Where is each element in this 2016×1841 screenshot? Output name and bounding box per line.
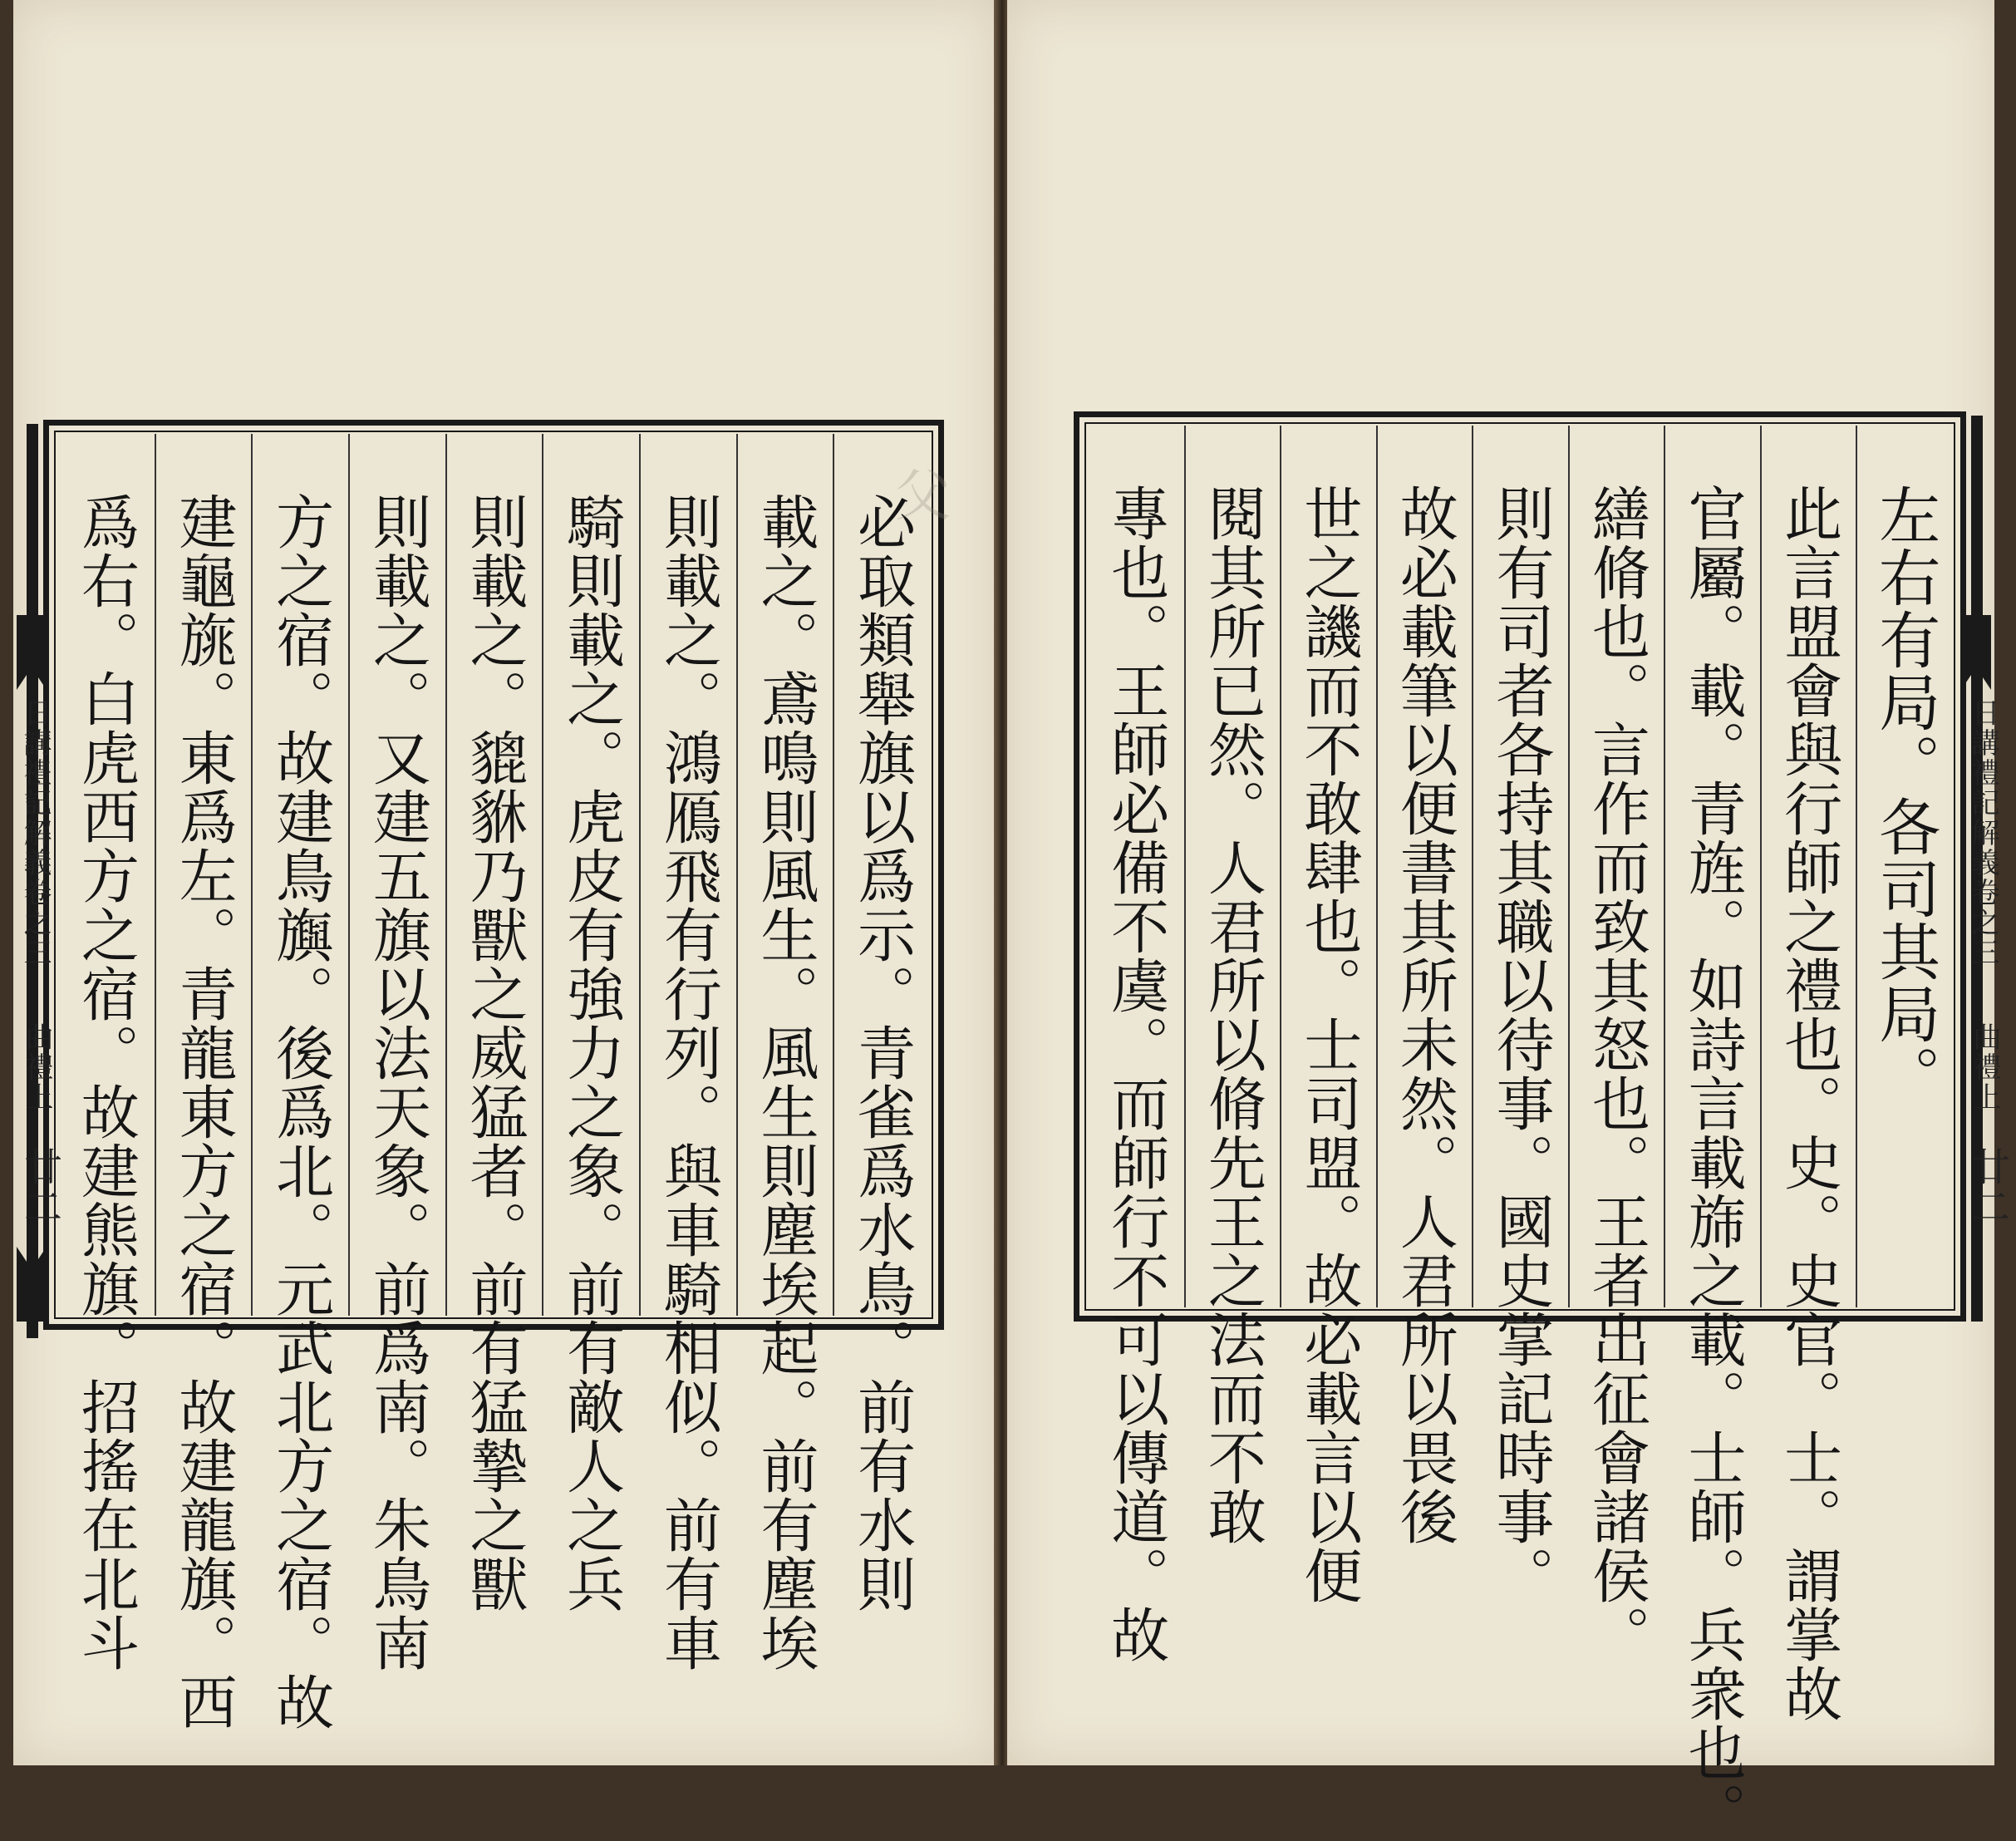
right-page — [1007, 0, 2011, 1841]
left-column-text: 載之。鳶鳴則風生。風生則塵埃起。前有塵埃 — [750, 492, 819, 1672]
left-page — [13, 0, 997, 1765]
right-column — [1664, 426, 1760, 1841]
left-column — [155, 434, 252, 1731]
right-column — [1184, 426, 1281, 1546]
left-column — [251, 434, 348, 1731]
right-column-text: 閱其所已然。人君所以脩先王之法而不敢 — [1198, 484, 1267, 1546]
left-column-text: 方之宿。故建鳥旟。後爲北。元武北方之宿。故 — [266, 492, 335, 1731]
right-column-text: 專也。王師必備不虞。而師行不可以傳道。故 — [1101, 484, 1170, 1664]
left-column — [445, 434, 543, 1613]
right-margin-leaf-number: 廿二 — [1966, 1147, 2011, 1227]
right-column-text: 則有司者各持其職以待事。國史掌記時事。 — [1486, 484, 1555, 1605]
left-column-text: 則載之。又建五旗以法天象。前爲南。朱鳥南 — [363, 492, 432, 1672]
right-column — [1856, 426, 1952, 1307]
right-margin-chapter: 曲禮上 — [1968, 1022, 2001, 1112]
left-column — [57, 434, 155, 1672]
bleed-through-text: 父 — [885, 465, 951, 530]
right-column — [1568, 426, 1664, 1664]
right-margin-title: 日講禮記解義卷之三 — [1966, 698, 1999, 967]
right-columns — [1088, 426, 1952, 1841]
right-column-text: 左右有局。各司其局。 — [1869, 484, 1941, 1107]
right-column-text: 官屬。載。青旌。如詩言載旆之載。士師。兵衆也。 — [1679, 484, 1748, 1841]
right-column-text: 故必載筆以便書其所未然。人君所以畏後 — [1390, 484, 1459, 1546]
left-text-frame — [43, 420, 944, 1731]
margin-leaf-number: 廿二 — [18, 1147, 63, 1227]
right-column — [1472, 426, 1568, 1605]
left-column-text: 騎則載之。虎皮有強力之象。前有敵人之兵 — [557, 492, 626, 1613]
right-column — [1376, 426, 1473, 1546]
left-columns — [57, 434, 930, 1731]
left-column — [639, 434, 736, 1672]
right-column-text: 此言盟會與行師之禮也。史。史官。士。謂掌故 — [1774, 484, 1843, 1723]
right-column-text: 世之譏而不敢肆也。士司盟。故必載言以便 — [1294, 484, 1363, 1605]
margin-chapter: 曲禮上 — [20, 1022, 53, 1112]
left-column-text: 則載之。鴻鴈飛有行列。與車騎相似。前有車 — [654, 492, 723, 1672]
left-column-text: 建龜旐。東爲左。青龍東方之宿。故建龍旗。西 — [169, 492, 238, 1731]
right-text-frame — [1074, 411, 1966, 1841]
left-column-text: 則載之。貔貅乃獸之威猛者。前有猛摯之獸 — [460, 492, 529, 1613]
left-column — [348, 434, 445, 1672]
left-column — [542, 434, 639, 1613]
right-column-text: 繕脩也。言作而致其怒也。王者出征會諸侯。 — [1582, 484, 1651, 1664]
right-column — [1760, 426, 1856, 1723]
right-column — [1280, 426, 1376, 1605]
left-column-text: 必取類舉旗以爲示。青雀爲水鳥。前有水則 — [848, 492, 917, 1613]
margin-title: 日講禮記解義卷之三 — [18, 698, 52, 967]
right-column — [1088, 426, 1184, 1664]
left-column-text: 爲右。白虎西方之宿。故建熊旗。招搖在北斗 — [71, 492, 140, 1672]
left-column — [736, 434, 833, 1672]
